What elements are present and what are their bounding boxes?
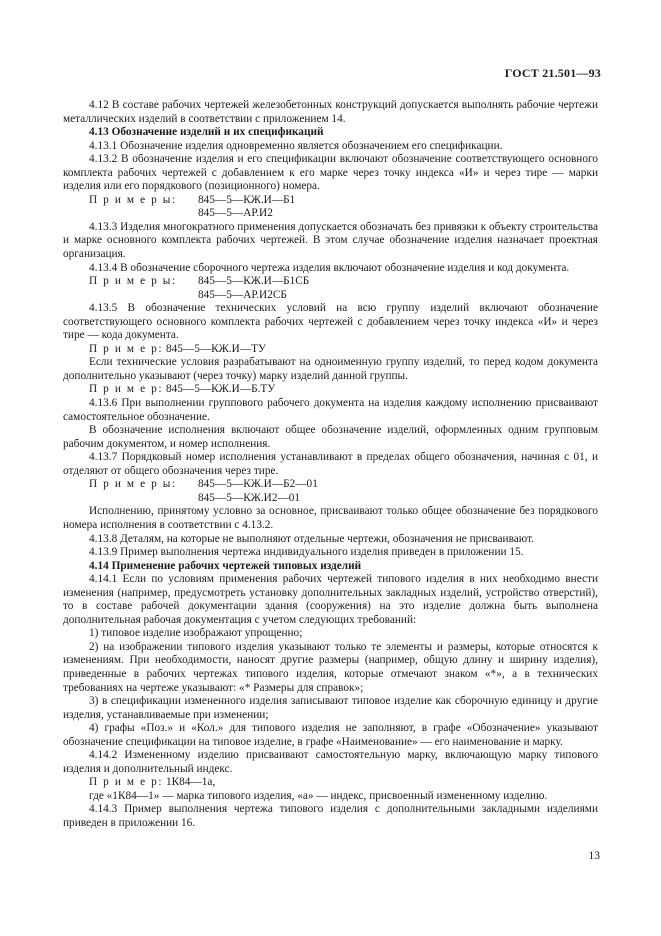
example-4-14-2 xyxy=(63,776,598,790)
paragraph-4-13-5: 4.13.5 В обозначение технических условий на всю группу изделий включают обозначение соответствующего основного комплекта рабочих чертежей с добавлением через точку индекса «И» и через тире — кода документа. xyxy=(63,302,598,342)
example-designation: 845—5—КЖ.И2—01 xyxy=(198,491,301,504)
example-4-13-2-line-2 xyxy=(63,207,598,221)
paragraph-technical-conditions: Если технические условия разрабатывают на одноименную группу изделий, то перед кодом документа дополнительно указывают (через точку) марку изделий данной группы. xyxy=(63,356,598,382)
example-designation: 1К84—1а, xyxy=(165,776,216,789)
example-label: П р и м е р ы: xyxy=(89,275,177,288)
list-item-2: 2) на изображении типового изделия указывают только те элементы и размеры, которые относятся к изменениям. При необходимости, наносят другие размеры (например, общую длину и ширину изделия), приведенные в рабочих чертежах типового изделия, которые отмечают знаком «*», а в технических требованиях на чертеже указывают: «* Размеры для справок»; xyxy=(63,640,598,694)
list-item-4: 4) графы «Поз.» и «Кол.» для типового изделия не заполняют, в графе «Обозначение» указывают обозначение спецификации на типовое изделие, в графе «Наименование» — его наименование и марку. xyxy=(63,722,598,748)
paragraph-4-14-3: 4.14.3 Пример выполнения чертежа типового изделия с дополнительными закладными изделиями приведен в приложении 16. xyxy=(63,803,598,829)
example-designation: 845—5—КЖ.И—ТУ xyxy=(165,342,266,355)
paragraph-4-14-1: 4.14.1 Если по условиям применения рабочих чертежей типового изделия в них необходимо внести изменения (например, предусмотреть установку дополнительных закладных изделий, устройство отверстий), то в составе рабочей документации здания (сооружения) на это изделие должна быть выполнена дополнительная рабочая документация с учетом следующих требований: xyxy=(63,573,598,626)
example-label: П р и м е р: xyxy=(89,776,164,789)
document-code-header: ГОСТ 21.501—93 xyxy=(504,66,601,80)
section-heading-4-14: 4.14 Применение рабочих чертежей типовых изделий xyxy=(89,559,362,572)
list-item-1: 1) типовое изделие изображают упрощенно; xyxy=(89,627,303,640)
example-4-13-4-line-1 xyxy=(63,275,598,289)
example-label: П р и м е р: xyxy=(89,342,164,355)
example-4-13-7-line-2 xyxy=(63,492,598,506)
paragraph-4-13-9: 4.13.9 Пример выполнения чертежа индивидуального изделия приведен в приложении 15. xyxy=(89,546,524,559)
example-designation: 845—5—КЖ.И—Б.ТУ xyxy=(165,383,276,396)
example-label: П р и м е р ы: xyxy=(89,193,177,206)
document-body xyxy=(63,99,598,831)
paragraph-4-14-2: 4.14.2 Измененному изделию присваивают самостоятельную марку, включающую марку типового изделия и дополнительный индекс. xyxy=(63,749,598,775)
example-group-tu xyxy=(63,383,598,397)
example-4-13-2-line-1 xyxy=(63,194,598,208)
page-number: 13 xyxy=(588,850,600,862)
paragraph-4-13-1: 4.13.1 Обозначение изделия одновременно является обозначением его спецификации. xyxy=(89,139,503,152)
example-designation: 845—5—КЖ.И—Б2—01 xyxy=(198,478,318,491)
paragraph-4-13-4: 4.13.4 В обозначение сборочного чертежа изделия включают обозначение изделия и код документа. xyxy=(89,261,570,274)
example-label: П р и м е р ы: xyxy=(89,478,177,491)
paragraph-base-execution: Исполнению, принятому условно за основное, присваивают только общее обозначение без порядкового номера исполнения в соответствии с 4.13.2. xyxy=(63,505,598,531)
example-designation: 845—5—АР.И2СБ xyxy=(198,288,287,301)
example-label: П р и м е р: xyxy=(89,383,164,396)
example-4-13-4-line-2 xyxy=(63,289,598,303)
example-4-13-5 xyxy=(63,343,598,357)
section-heading-4-13: 4.13 Обозначение изделий и их спецификаций xyxy=(89,126,324,139)
paragraph-4-13-3: 4.13.3 Изделия многократного применения допускается обозначать без привязки к объекту строительства и марке основного комплекта рабочих чертежей. В этом случае обозначение изделия назначает проектная организация. xyxy=(63,220,598,261)
example-designation: 845—5—КЖ.И—Б1 xyxy=(198,193,296,206)
paragraph-execution-designation: В обозначение исполнения включают общее обозначение изделий, оформленных одним групповым рабочим документом, и номер исполнения. xyxy=(63,424,598,450)
list-item-3: 3) в спецификации измененного изделия записывают типовое изделие как сборочную единицу и другие изделия, устанавливаемые при изменении; xyxy=(63,695,598,721)
paragraph-4-13-8: 4.13.8 Деталям, на которые не выполняют отдельные чертежи, обозначения не присваивают. xyxy=(89,532,535,545)
example-designation: 845—5—КЖ.И—Б1СБ xyxy=(198,275,310,288)
paragraph-4-13-7: 4.13.7 Порядковый номер исполнения устанавливают в пределах общего обозначения, начиная с 01, и отделяют от общего обозначения через тире. xyxy=(63,451,598,477)
example-4-13-7-line-1 xyxy=(63,478,598,492)
paragraph-4-12: 4.12 В составе рабочих чертежей железобетонных конструкций допускается выполнять рабочие чертежи металлических изделий в соответствии с приложением 14. xyxy=(63,99,598,125)
paragraph-4-13-2: 4.13.2 В обозначение изделия и его спецификации включают обозначение соответствующего основного комплекта рабочих чертежей с добавлением к его марке через точку индекса «И» и через тире — марки изделия или его порядкового (позиционного) номера. xyxy=(63,153,598,193)
paragraph-4-13-6: 4.13.6 При выполнении группового рабочего документа на изделия каждому исполнению присваивают самостоятельное обозначение. xyxy=(63,397,598,423)
example-designation: 845—5—АР.И2 xyxy=(198,207,273,220)
paragraph-where: где «1К84—1» — марка типового изделия, «а» — индекс, присвоенный измененному изделию. xyxy=(89,789,548,802)
